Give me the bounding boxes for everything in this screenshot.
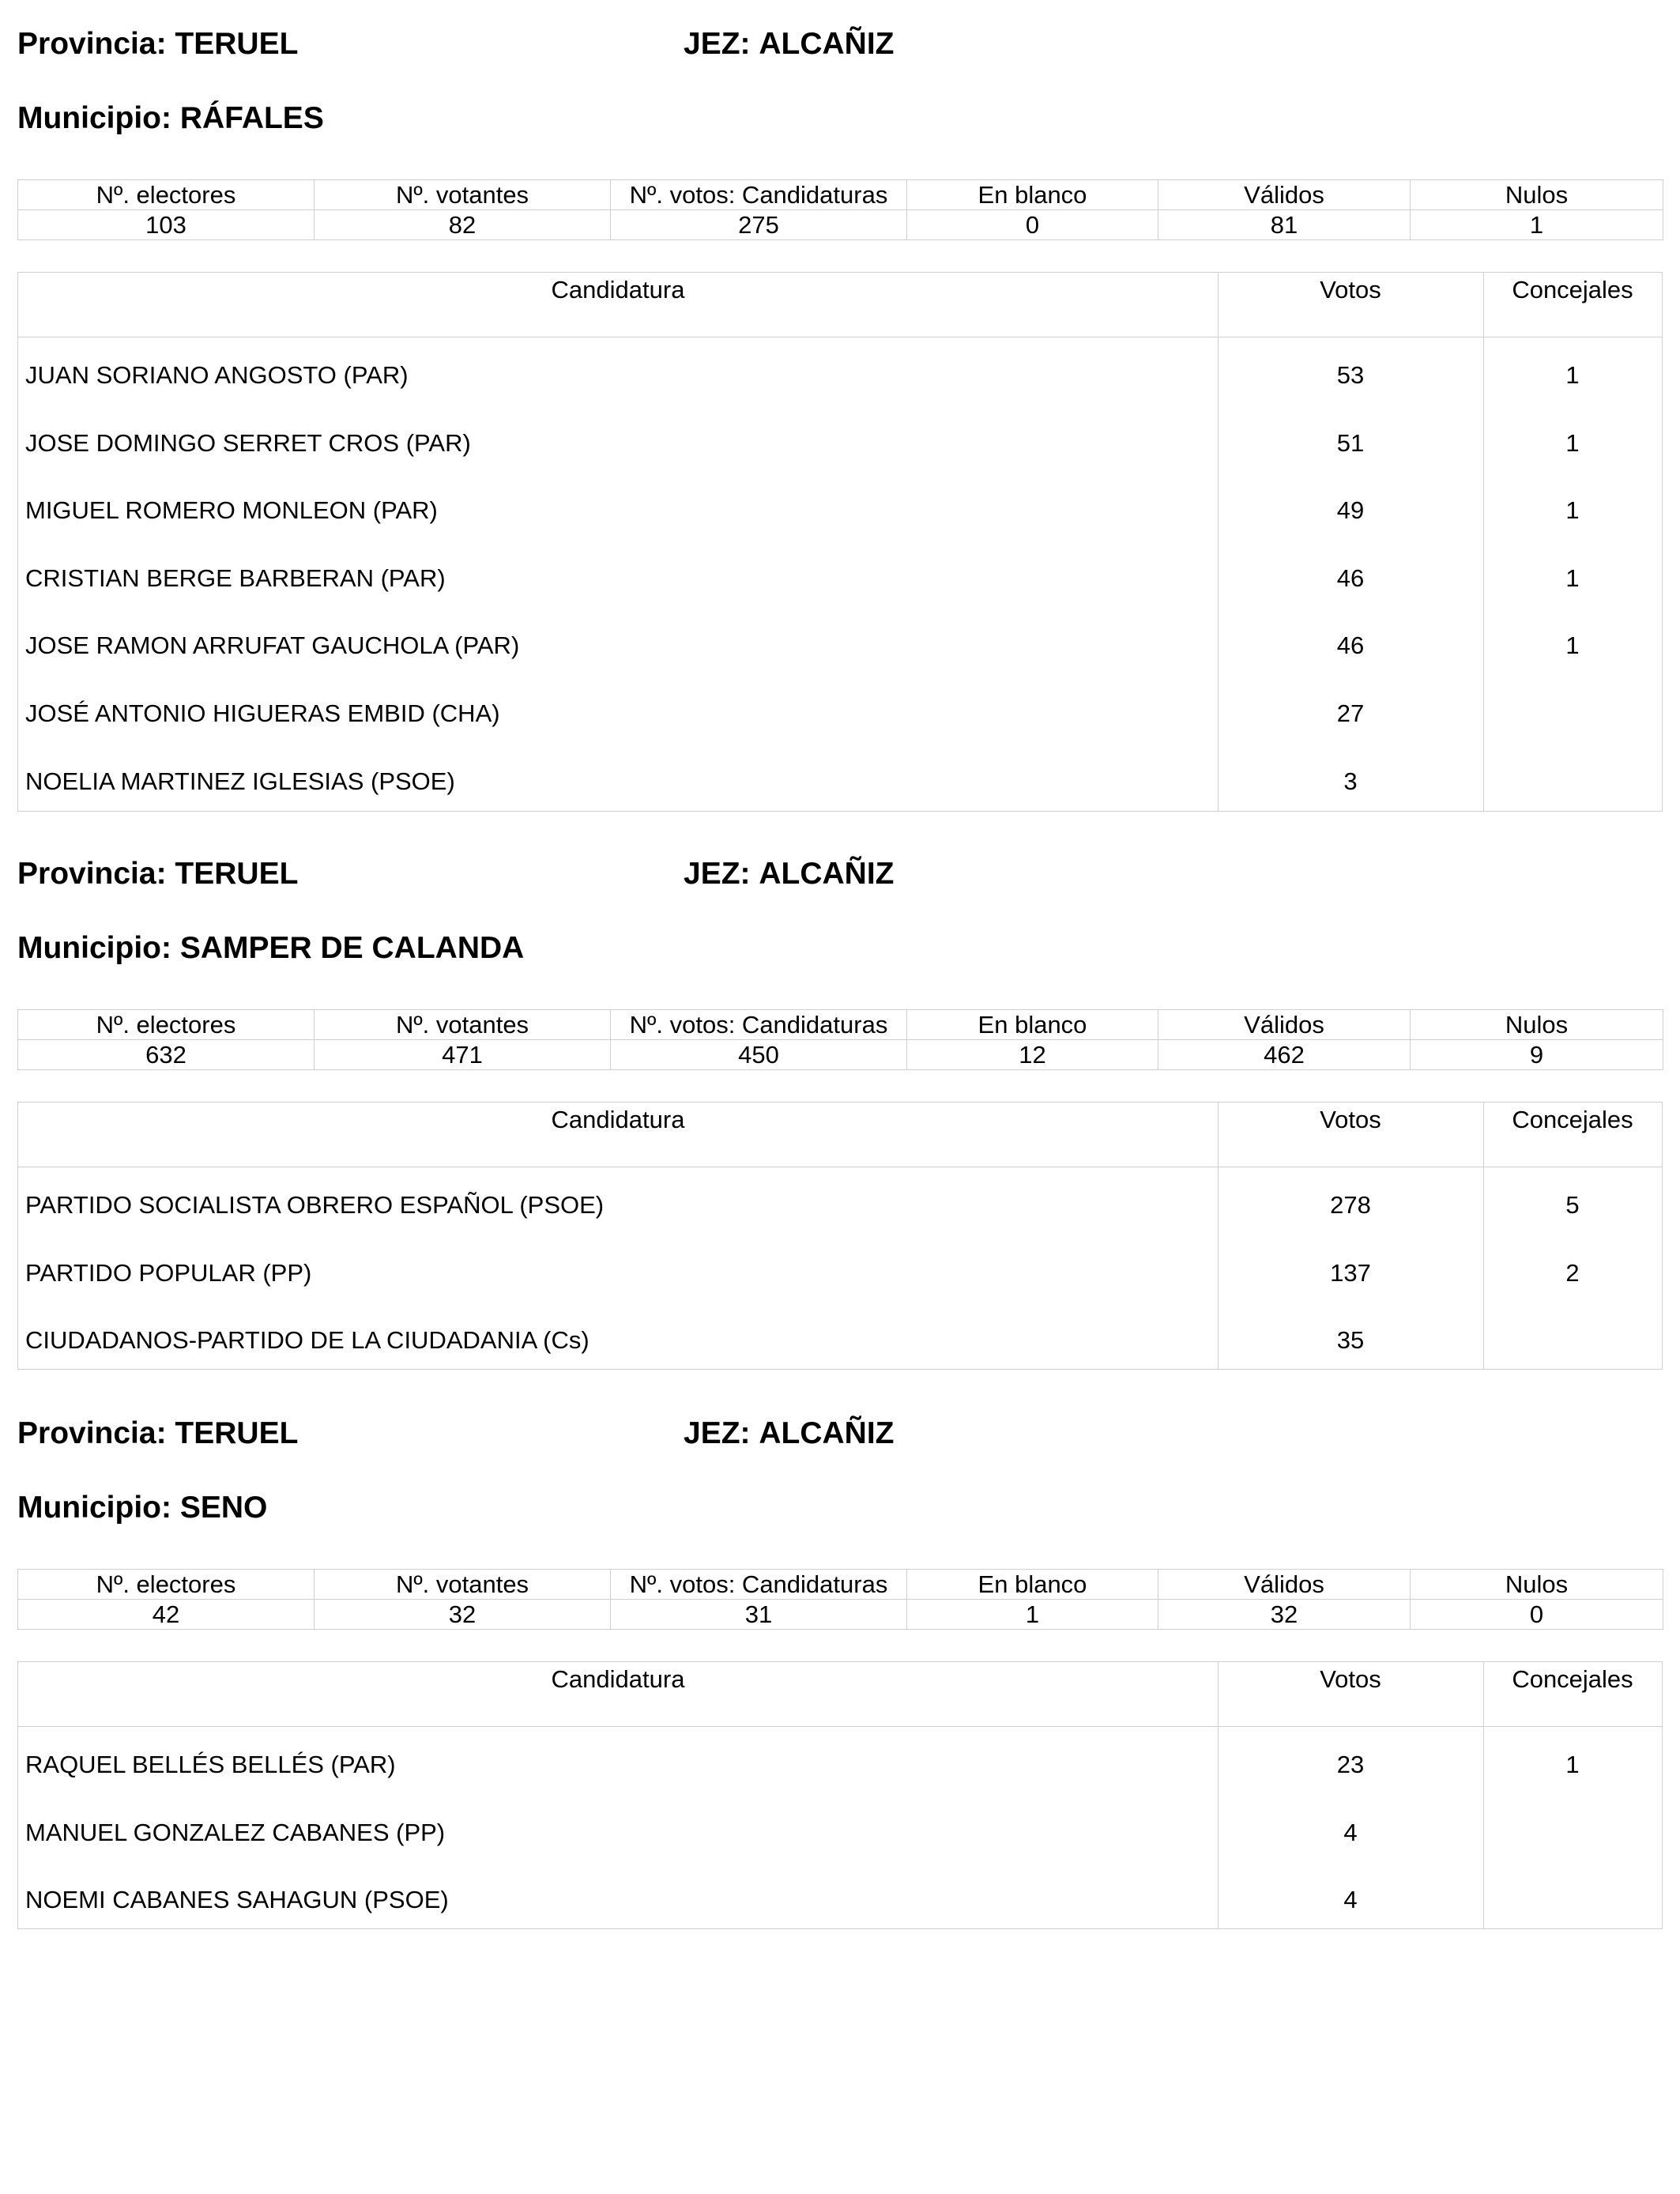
candidate-concejales: 1: [1565, 564, 1580, 592]
candidates-header: [18, 1103, 1662, 1167]
jez-label: JEZ:: [684, 857, 751, 891]
concejales-header: Concejales: [1512, 1665, 1633, 1693]
provincia-heading: [17, 858, 298, 889]
jez-value: ALCAÑIZ: [759, 1416, 895, 1450]
municipio-label: Municipio:: [17, 931, 171, 965]
candidate-row: [18, 495, 1662, 526]
candidate-votos: 46: [1336, 631, 1365, 659]
candidate-concejales: 5: [1565, 1191, 1580, 1219]
summary-value-row: [18, 1040, 1663, 1070]
electores-value: 42: [18, 1600, 315, 1630]
candidate-concejales: 1: [1565, 361, 1580, 389]
candidate-votos: 27: [1336, 699, 1365, 727]
provincia-label: Provincia:: [17, 27, 167, 61]
municipio-label: Municipio:: [17, 1491, 171, 1525]
summary-value-row: [18, 1600, 1663, 1630]
municipio-label: Municipio:: [17, 101, 171, 135]
municipio-value: SAMPER DE CALANDA: [179, 931, 525, 965]
jez-value: ALCAÑIZ: [759, 857, 895, 891]
candidates-table: [17, 1102, 1663, 1370]
candidate-name: NOEMI CABANES SAHAGUN (PSOE): [25, 1886, 449, 1913]
candidate-row: [18, 698, 1662, 729]
votos-candidaturas-header: Nº. votos: Candidaturas: [611, 180, 907, 210]
validos-header: Válidos: [1158, 180, 1411, 210]
candidate-concejales: 1: [1565, 631, 1580, 659]
candidate-name: PARTIDO POPULAR (PP): [25, 1259, 312, 1287]
jez-heading: [684, 858, 895, 889]
jez-label: JEZ:: [684, 1416, 751, 1450]
jez-heading: [684, 1418, 895, 1449]
electores-header: Nº. electores: [18, 180, 315, 210]
nulos-header: Nulos: [1411, 1010, 1663, 1040]
candidate-votos: 49: [1336, 496, 1365, 524]
concejales-header: Concejales: [1512, 276, 1633, 303]
en-blanco-value: 1: [907, 1600, 1158, 1630]
candidate-name: JOSE DOMINGO SERRET CROS (PAR): [25, 429, 471, 457]
validos-value: 462: [1158, 1040, 1411, 1070]
nulos-header: Nulos: [1411, 180, 1663, 210]
candidate-votos: 35: [1336, 1326, 1365, 1354]
candidate-concejales: 1: [1565, 496, 1580, 524]
candidates-table: [17, 1661, 1663, 1929]
en-blanco-value: 12: [907, 1040, 1158, 1070]
en-blanco-header: En blanco: [907, 180, 1158, 210]
en-blanco-header: En blanco: [907, 1010, 1158, 1040]
provincia-value: TERUEL: [175, 27, 299, 61]
validos-header: Válidos: [1158, 1010, 1411, 1040]
candidate-votos: 53: [1336, 361, 1365, 389]
jez-heading: [684, 28, 895, 59]
nulos-value: 1: [1411, 210, 1663, 240]
candidate-name: MIGUEL ROMERO MONLEON (PAR): [25, 496, 438, 524]
votantes-header: Nº. votantes: [315, 1010, 611, 1040]
votos-candidaturas-value: 450: [611, 1040, 907, 1070]
candidate-votos: 46: [1336, 564, 1365, 592]
votos-header: Votos: [1320, 1665, 1381, 1693]
votos-candidaturas-header: Nº. votos: Candidaturas: [611, 1010, 907, 1040]
candidatura-header: Candidatura: [551, 1106, 685, 1133]
candidate-row: [18, 360, 1662, 391]
en-blanco-header: En blanco: [907, 1570, 1158, 1600]
municipio-heading: [17, 103, 324, 134]
jez-value: ALCAÑIZ: [759, 27, 895, 61]
column-divider: [1483, 273, 1484, 811]
electores-header: Nº. electores: [18, 1570, 315, 1600]
provincia-label: Provincia:: [17, 857, 167, 891]
validos-header: Válidos: [1158, 1570, 1411, 1600]
municipio-heading: [17, 933, 524, 963]
validos-value: 81: [1158, 210, 1411, 240]
votantes-header: Nº. votantes: [315, 1570, 611, 1600]
provincia-heading: [17, 28, 298, 59]
votos-header: Votos: [1320, 1106, 1381, 1133]
municipio-value: SENO: [179, 1491, 268, 1525]
summary-table: [17, 179, 1663, 240]
electores-header: Nº. electores: [18, 1010, 315, 1040]
candidate-row: [18, 630, 1662, 662]
candidates-header: [18, 273, 1662, 337]
jez-label: JEZ:: [684, 27, 751, 61]
candidate-name: JOSÉ ANTONIO HIGUERAS EMBID (CHA): [25, 699, 500, 727]
nulos-header: Nulos: [1411, 1570, 1663, 1600]
votantes-value: 82: [315, 210, 611, 240]
candidate-name: MANUEL GONZALEZ CABANES (PP): [25, 1819, 446, 1846]
candidate-name: CIUDADANOS-PARTIDO DE LA CIUDADANIA (Cs): [25, 1326, 590, 1354]
candidate-votos: 3: [1343, 767, 1358, 795]
candidate-votos: 278: [1330, 1191, 1371, 1219]
summary-header-row: [18, 1010, 1663, 1040]
candidate-votos: 4: [1343, 1819, 1358, 1846]
candidate-concejales: 2: [1565, 1259, 1580, 1287]
votos-candidaturas-header: Nº. votos: Candidaturas: [611, 1570, 907, 1600]
candidate-row: [18, 563, 1662, 594]
nulos-value: 9: [1411, 1040, 1663, 1070]
candidatura-header: Candidatura: [551, 1665, 685, 1693]
votos-header: Votos: [1320, 276, 1381, 303]
candidate-row: [18, 1257, 1662, 1289]
candidate-row: [18, 1325, 1662, 1356]
candidate-row: [18, 1749, 1662, 1781]
candidate-row: [18, 766, 1662, 797]
candidate-row: [18, 1189, 1662, 1221]
votos-candidaturas-value: 275: [611, 210, 907, 240]
municipio-value: RÁFALES: [179, 101, 324, 135]
provincia-label: Provincia:: [17, 1416, 167, 1450]
provincia-value: TERUEL: [175, 1416, 299, 1450]
candidates-table: [17, 272, 1663, 812]
electores-value: 632: [18, 1040, 315, 1070]
concejales-header: Concejales: [1512, 1106, 1633, 1133]
candidate-row: [18, 1884, 1662, 1916]
candidate-name: JOSE RAMON ARRUFAT GAUCHOLA (PAR): [25, 631, 520, 659]
candidate-concejales: 1: [1565, 429, 1580, 457]
candidate-concejales: 1: [1565, 1751, 1580, 1778]
en-blanco-value: 0: [907, 210, 1158, 240]
validos-value: 32: [1158, 1600, 1411, 1630]
candidate-name: RAQUEL BELLÉS BELLÉS (PAR): [25, 1751, 396, 1778]
summary-table: [17, 1009, 1663, 1070]
votantes-header: Nº. votantes: [315, 180, 611, 210]
summary-header-row: [18, 180, 1663, 210]
summary-header-row: [18, 1570, 1663, 1600]
votantes-value: 32: [315, 1600, 611, 1630]
candidate-votos: 51: [1336, 429, 1365, 457]
candidate-name: NOELIA MARTINEZ IGLESIAS (PSOE): [25, 767, 455, 795]
column-divider: [1218, 273, 1219, 811]
summary-table: [17, 1569, 1663, 1630]
municipio-heading: [17, 1492, 267, 1523]
candidate-votos: 137: [1330, 1259, 1371, 1287]
candidate-votos: 23: [1336, 1751, 1365, 1778]
votantes-value: 471: [315, 1040, 611, 1070]
candidates-header: [18, 1662, 1662, 1727]
nulos-value: 0: [1411, 1600, 1663, 1630]
candidate-votos: 4: [1343, 1886, 1358, 1913]
candidate-row: [18, 1817, 1662, 1849]
summary-value-row: [18, 210, 1663, 240]
candidatura-header: Candidatura: [551, 276, 685, 303]
votos-candidaturas-value: 31: [611, 1600, 907, 1630]
candidate-name: JUAN SORIANO ANGOSTO (PAR): [25, 361, 409, 389]
provincia-value: TERUEL: [175, 857, 299, 891]
candidate-name: PARTIDO SOCIALISTA OBRERO ESPAÑOL (PSOE): [25, 1191, 605, 1219]
candidate-row: [18, 428, 1662, 459]
provincia-heading: [17, 1418, 298, 1449]
candidate-name: CRISTIAN BERGE BARBERAN (PAR): [25, 564, 446, 592]
electores-value: 103: [18, 210, 315, 240]
